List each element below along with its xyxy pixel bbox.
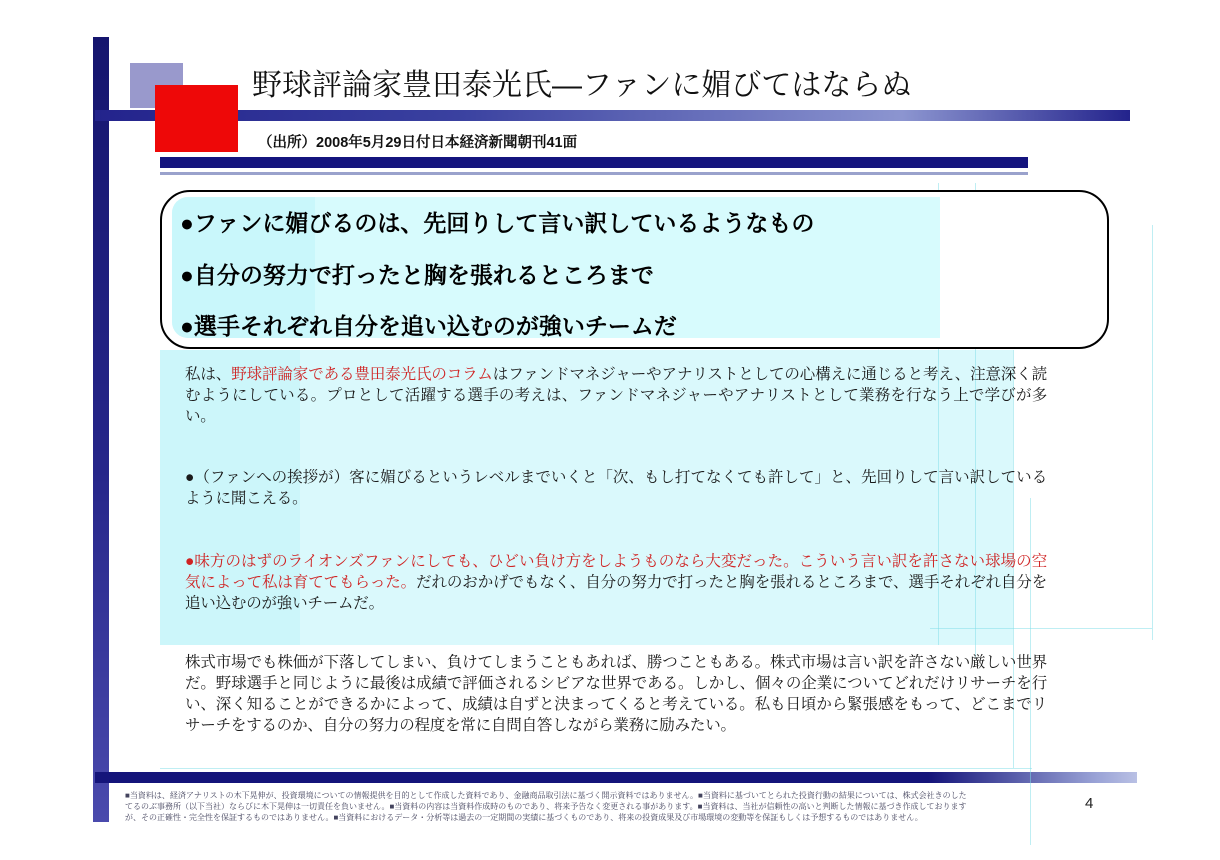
section-divider-bar xyxy=(160,157,1028,168)
red-square-decoration xyxy=(155,85,238,152)
disclaimer-line: ■当資料は、経済アナリストの木下晃伸が、投資環境についての情報提供を目的として作成した資料であり、金融商品取引法に基づく開示資料ではありません。■当資料に基づいてとられた投資行動の結果については、株式会社きのした xyxy=(125,791,967,800)
left-accent-bar xyxy=(93,37,109,822)
body-paragraph xyxy=(185,652,1047,736)
disclaimer-text xyxy=(125,791,1070,823)
title-underline-bar xyxy=(95,110,1130,121)
key-point-bullet: ●自分の努力で打ったと胸を張れるところまで xyxy=(180,262,654,288)
body-text: はファンドマネジャーやアナリストとしての心構えに通じると考え、注意深く読むようにしている。プロとして活躍する選手の考えは、ファンドマネジャーやアナリストとして業務を行なう上で学びが多い。 xyxy=(185,366,1047,425)
key-point-bullet: ●ファンに媚びるのは、先回りして言い訳しているようなもの xyxy=(180,210,815,236)
disclaimer-line: てるのぶ事務所（以下当社）ならびに木下晃伸は一切責任を負いません。■当資料の内容は当資料作成時のものであり、将来予告なく変更される事があります。■当資料は、当社が信頼性の高いと判断した情報に基づき作成しております xyxy=(125,801,967,811)
page-title: 野球評論家豊田泰光氏―ファンに媚びてはならぬ xyxy=(252,69,912,102)
emphasis-red-text: ●味方のはずのライオンズファンにしても、ひどい負け方をしようものなら大変だった。こういう言い訳を許さない球場の空気によって私は育ててもらった。 xyxy=(185,553,1047,591)
body-text: ●（ファンへの挨拶が）客に媚びるというレベルまでいくと「次、もし打てなくても許して」と、先回りして言い訳しているように聞こえる。 xyxy=(185,469,1047,507)
body-paragraph xyxy=(185,467,1047,509)
body-text: だれのおかげでもなく、自分の努力で打ったと胸を張れるところまで、選手それぞれ自分を追い込むのが強いチームだ。 xyxy=(185,574,1047,612)
ghost-grid-line xyxy=(1152,225,1153,640)
disclaimer-line: が、その正確性・完全性を保証するものではありません。■当資料におけるデータ・分析等は過去の一定期間の実績に基づくものであり、将来の投資成果及び市場環境の変動等を保証もしくは予想するものではありません。 xyxy=(125,812,923,822)
emphasis-red-text: 野球評論家である豊田泰光氏のコラム xyxy=(231,366,493,383)
ghost-grid-line xyxy=(930,628,1152,629)
body-text: 私は、 xyxy=(185,366,232,383)
body-text: 株式市場でも株価が下落してしまい、負けてしまうこともあれば、勝つこともある。株式市場は言い訳を許さない厳しい世界だ。野球選手と同じように最後は成績で評価されるシビアな世界である。しかし、個々の企業についてどれだけリサーチを行い、深く知ることができるかによって、成績は自ずと決まってくると考えている。私も日頃から緊張感をもって、どこまでリサーチをするのか、自分の努力の程度を常に自問自答しながら業務に励みたい。 xyxy=(185,654,1047,734)
page-number: 4 xyxy=(1085,795,1094,812)
footer-divider-bar xyxy=(95,772,1137,783)
section-divider-thinline xyxy=(160,172,1028,175)
body-paragraph xyxy=(185,551,1047,614)
key-point-bullet: ●選手それぞれ自分を追い込むのが強いチームだ xyxy=(180,313,677,339)
source-citation: （出所）2008年5月29日付日本経済新聞朝刊41面 xyxy=(258,135,578,151)
body-paragraph xyxy=(185,364,1047,427)
ghost-grid-line xyxy=(160,768,1032,769)
